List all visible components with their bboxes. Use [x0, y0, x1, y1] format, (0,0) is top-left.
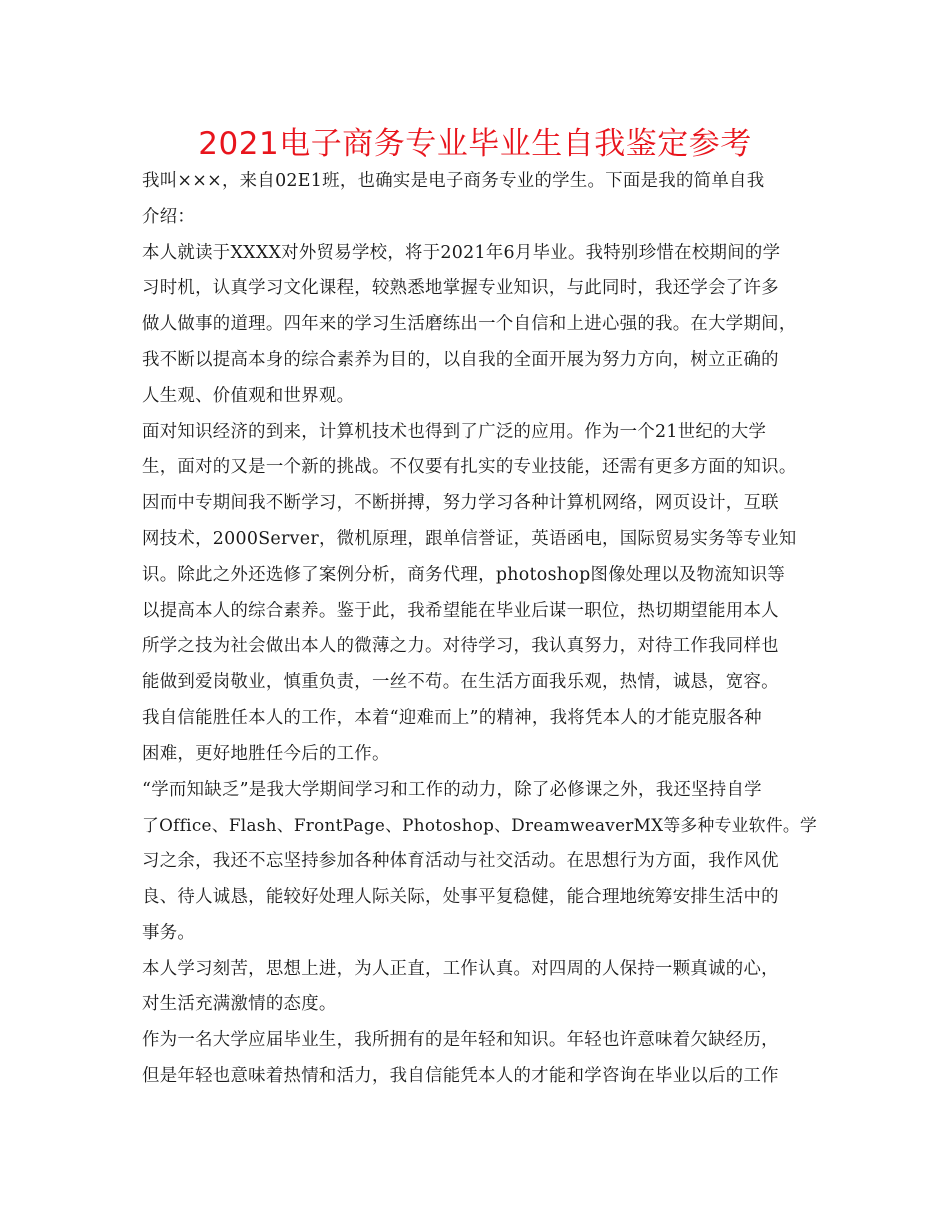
body-line: 网技术，2000Server，微机原理，跟单信誉证，英语函电，国际贸易实务等专业知	[142, 528, 797, 549]
body-line: 面对知识经济的到来，计算机技术也得到了广泛的应用。作为一个21世纪的大学	[142, 421, 767, 442]
body-line: 习之余，我还不忘坚持参加各种体育活动与社交活动。在思想行为方面，我作风优	[142, 851, 779, 872]
body-line: 我不断以提高本身的综合素养为目的，以自我的全面开展为努力方向，树立正确的	[142, 349, 779, 370]
body-line: 做人做事的道理。四年来的学习生活磨练出一个自信和上进心强的我。在大学期间，	[142, 314, 797, 335]
body-line: 良、待人诚恳，能较好处理人际关际，处事平复稳健，能合理地统筹安排生活中的	[142, 886, 779, 907]
body-line: 我叫×××，来自02E1班，也确实是电子商务专业的学生。下面是我的简单自我	[142, 171, 765, 191]
document-body	[142, 164, 822, 1095]
document-title: 2021电子商务专业毕业生自我鉴定参考	[198, 126, 752, 162]
body-line: 能做到爱岗敬业，慎重负责，一丝不苟。在生活方面我乐观，热情，诚恳，宽容。	[142, 672, 779, 693]
body-line: 但是年轻也意味着热情和活力，我自信能凭本人的才能和学咨询在毕业以后的工作	[142, 1065, 779, 1086]
body-line: “学而知缺乏”是我大学期间学习和工作的动力，除了必修课之外，我还坚持自学	[142, 779, 762, 800]
body-line: 介绍：	[142, 206, 196, 227]
body-line: 因而中专期间我不断学习，不断拼搏，努力学习各种计算机网络，网页设计，互联	[142, 493, 779, 514]
body-line: 识。除此之外还选修了案例分析，商务代理，photoshop图像处理以及物流知识等	[142, 564, 786, 585]
body-line: 所学之技为社会做出本人的微薄之力。对待学习，我认真努力，对待工作我同样也	[142, 636, 779, 657]
body-line: 以提高本人的综合素养。鉴于此，我希望能在毕业后谋一职位，热切期望能用本人	[142, 600, 779, 621]
body-line: 人生观、价值观和世界观。	[142, 385, 355, 406]
body-line: 本人学习刻苦，思想上进，为人正直，工作认真。对四周的人保持一颗真诚的心，	[142, 958, 779, 979]
body-line: 习时机，认真学习文化课程，较熟悉地掌握专业知识，与此同时，我还学会了许多	[142, 278, 779, 299]
body-line: 了Office、Flash、FrontPage、Photoshop、DreamweaverMX等多种专业软件。学	[142, 815, 818, 836]
body-line: 我自信能胜任本人的工作，本着“迎难而上”的精神，我将凭本人的才能克服各种	[142, 707, 762, 728]
body-line: 作为一名大学应届毕业生，我所拥有的是年轻和知识。年轻也许意味着欠缺经历，	[142, 1030, 779, 1051]
body-line: 对生活充满激情的态度。	[142, 994, 337, 1015]
body-line: 生，面对的又是一个新的挑战。不仅要有扎实的专业技能，还需有更多方面的知识。	[142, 457, 797, 478]
body-line: 本人就读于XXXX对外贸易学校，将于2021年6月毕业。我特别珍惜在校期间的学	[142, 242, 781, 263]
body-line: 困难，更好地胜任今后的工作。	[142, 743, 390, 764]
body-line: 事务。	[142, 922, 196, 943]
